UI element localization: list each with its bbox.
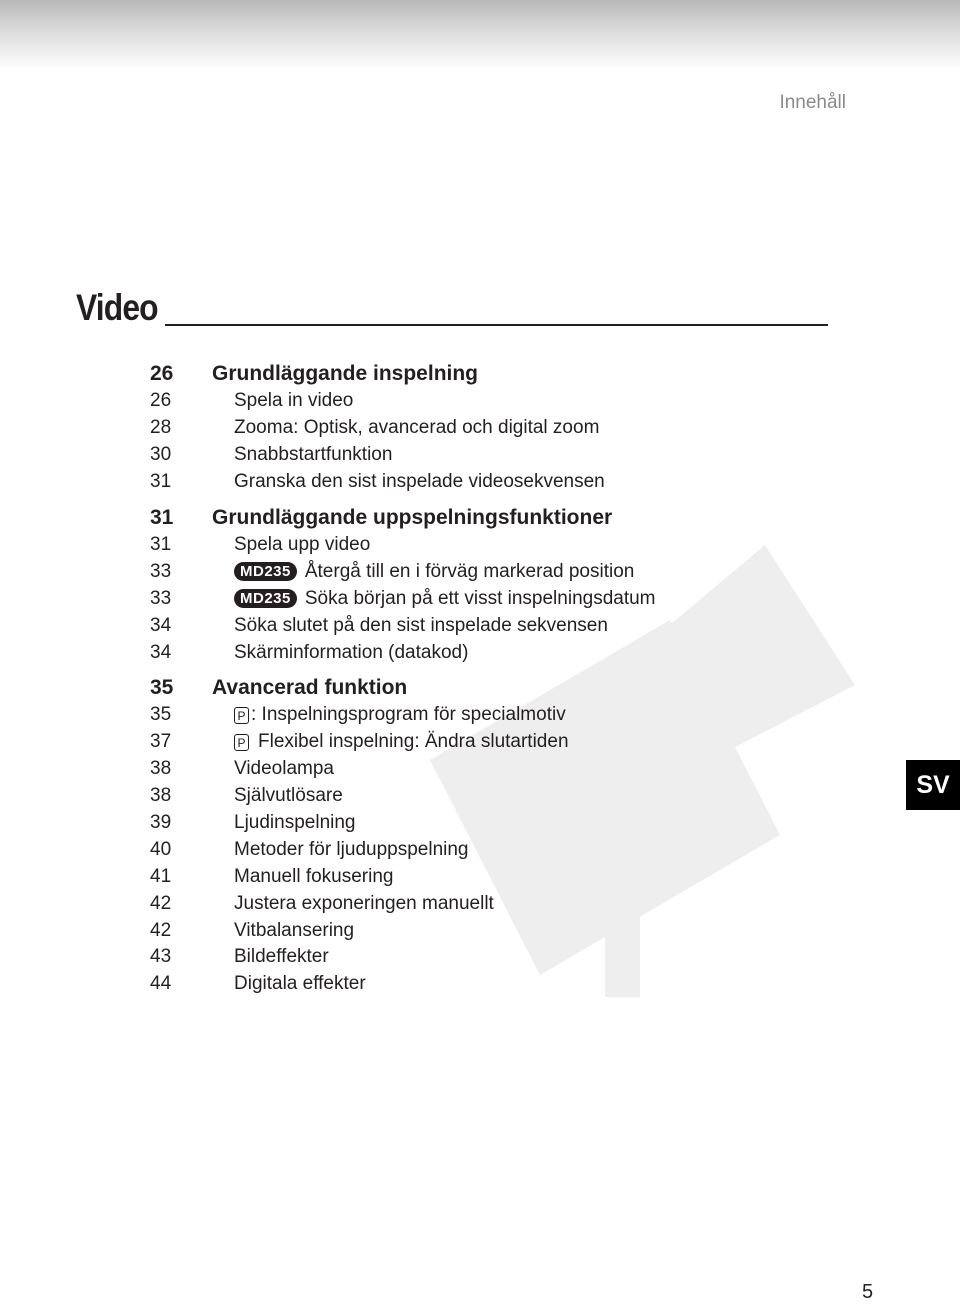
toc-entry-text: Snabbstartfunktion	[234, 444, 393, 466]
toc-page-number: 30	[150, 444, 172, 466]
toc-entry-text: Skärminformation (datakod)	[234, 641, 469, 663]
page-number: 5	[862, 1281, 874, 1303]
toc-entry-content	[234, 812, 356, 834]
toc-page-number: 26	[150, 362, 174, 385]
toc-heading	[150, 360, 790, 388]
toc-item	[150, 612, 790, 639]
toc-heading	[150, 674, 790, 702]
toc-page-number: 31	[150, 505, 174, 529]
toc-entry-text: Zooma: Optisk, avancerad och digital zoom	[234, 417, 600, 439]
toc-entry-content	[234, 444, 392, 466]
toc-entry-content	[212, 362, 478, 386]
toc-entry-content	[234, 973, 366, 995]
language-tab: SV	[906, 760, 960, 810]
toc-item	[150, 532, 790, 559]
toc-entry-content	[212, 676, 407, 700]
model-badge-icon: MD235	[234, 562, 297, 581]
toc-page-number: 35	[150, 704, 172, 726]
toc-entry-text: Granska den sist inspelade videosekvensen	[234, 471, 605, 493]
toc-entry-text: : Inspelningsprogram för specialmotiv	[251, 704, 566, 726]
toc-entry-text: Självutlösare	[234, 785, 343, 807]
toc-entry-content	[234, 534, 370, 556]
toc-page-number: 42	[150, 919, 172, 941]
toc-heading	[150, 504, 790, 532]
toc-entry-content	[234, 893, 494, 915]
toc-page-number: 35	[150, 676, 174, 700]
toc-entry-content	[234, 758, 334, 780]
toc-page-number: 38	[150, 758, 172, 780]
top-gradient-band	[0, 0, 960, 70]
toc-entry-content	[234, 561, 634, 583]
title-underline	[165, 324, 828, 326]
toc-item	[150, 415, 790, 442]
toc-page-number: 34	[150, 641, 172, 663]
table-of-contents	[150, 360, 790, 998]
toc-entry-text: Manuell fokusering	[234, 865, 394, 887]
header-section-label: Innehåll	[779, 92, 846, 113]
toc-entry-text: Spela upp video	[234, 534, 371, 555]
toc-page-number: 28	[150, 417, 172, 439]
toc-item	[150, 388, 790, 415]
program-mode-icon: P	[234, 707, 249, 724]
toc-entry-text: Grundläggande inspelning	[212, 362, 479, 385]
toc-item	[150, 729, 790, 756]
toc-entry-text: Digitala effekter	[234, 973, 366, 995]
toc-entry-content	[234, 785, 343, 807]
toc-page-number: 39	[150, 812, 172, 834]
toc-item	[150, 810, 790, 837]
toc-page-number: 33	[150, 560, 172, 582]
toc-entry-content	[234, 946, 329, 968]
toc-entry-content	[234, 866, 393, 888]
toc-entry-text: Vitbalansering	[234, 919, 355, 941]
toc-item	[150, 585, 790, 612]
toc-entry-content	[234, 839, 469, 861]
toc-entry-text: Söka början på ett visst inspelningsdatum	[304, 587, 656, 609]
toc-item	[150, 702, 790, 729]
toc-item	[150, 756, 790, 783]
toc-page-number: 40	[150, 838, 172, 860]
toc-item	[150, 944, 790, 971]
toc-entry-text: Grundläggande uppspelningsfunktioner	[212, 505, 613, 529]
toc-page-number: 34	[150, 614, 172, 636]
toc-page-number: 41	[150, 865, 172, 887]
toc-item	[150, 469, 790, 496]
toc-page-number: 31	[150, 534, 172, 555]
section-title: Video	[76, 287, 158, 328]
toc-entry-text: Återgå till en i förväg markerad position	[304, 560, 635, 582]
toc-page-number: 44	[150, 973, 172, 995]
toc-entry-text: Söka slutet på den sist inspelade sekvensen	[234, 614, 608, 636]
toc-entry-content	[234, 390, 353, 412]
model-badge-icon: MD235	[234, 589, 297, 608]
toc-entry-text: Avancerad funktion	[212, 676, 408, 700]
toc-entry-text: Ljudinspelning	[234, 812, 356, 834]
toc-item	[150, 639, 790, 666]
toc-entry-content	[234, 615, 608, 637]
toc-page-number: 33	[150, 587, 172, 609]
toc-entry-text: Justera exponeringen manuellt	[234, 892, 494, 914]
toc-page-number: 37	[150, 731, 172, 753]
toc-page-number: 42	[150, 892, 172, 914]
toc-item	[150, 971, 790, 998]
toc-page-number: 31	[150, 471, 172, 493]
program-mode-icon: P	[234, 734, 249, 751]
toc-item	[150, 783, 790, 810]
toc-item	[150, 836, 790, 863]
toc-entry-content	[234, 920, 354, 942]
toc-item	[150, 558, 790, 585]
toc-entry-text: Spela in video	[234, 390, 354, 412]
toc-page-number: 43	[150, 946, 172, 968]
toc-entry-content	[234, 588, 656, 610]
toc-item	[150, 890, 790, 917]
toc-item	[150, 863, 790, 890]
toc-entry-text: Bildeffekter	[234, 946, 329, 968]
toc-entry-content	[234, 704, 566, 726]
toc-entry-text: Metoder för ljuduppspelning	[234, 838, 469, 860]
toc-page-number: 38	[150, 785, 172, 807]
toc-entry-text: Flexibel inspelning: Ändra slutartiden	[258, 731, 569, 753]
toc-entry-content	[234, 642, 468, 664]
toc-entry-content	[234, 471, 605, 493]
toc-item	[150, 917, 790, 944]
toc-page-number: 26	[150, 390, 172, 412]
toc-item	[150, 442, 790, 469]
toc-entry-content	[234, 731, 569, 753]
toc-entry-text: Videolampa	[234, 758, 335, 780]
toc-entry-content	[212, 506, 612, 530]
toc-entry-content	[234, 417, 599, 439]
